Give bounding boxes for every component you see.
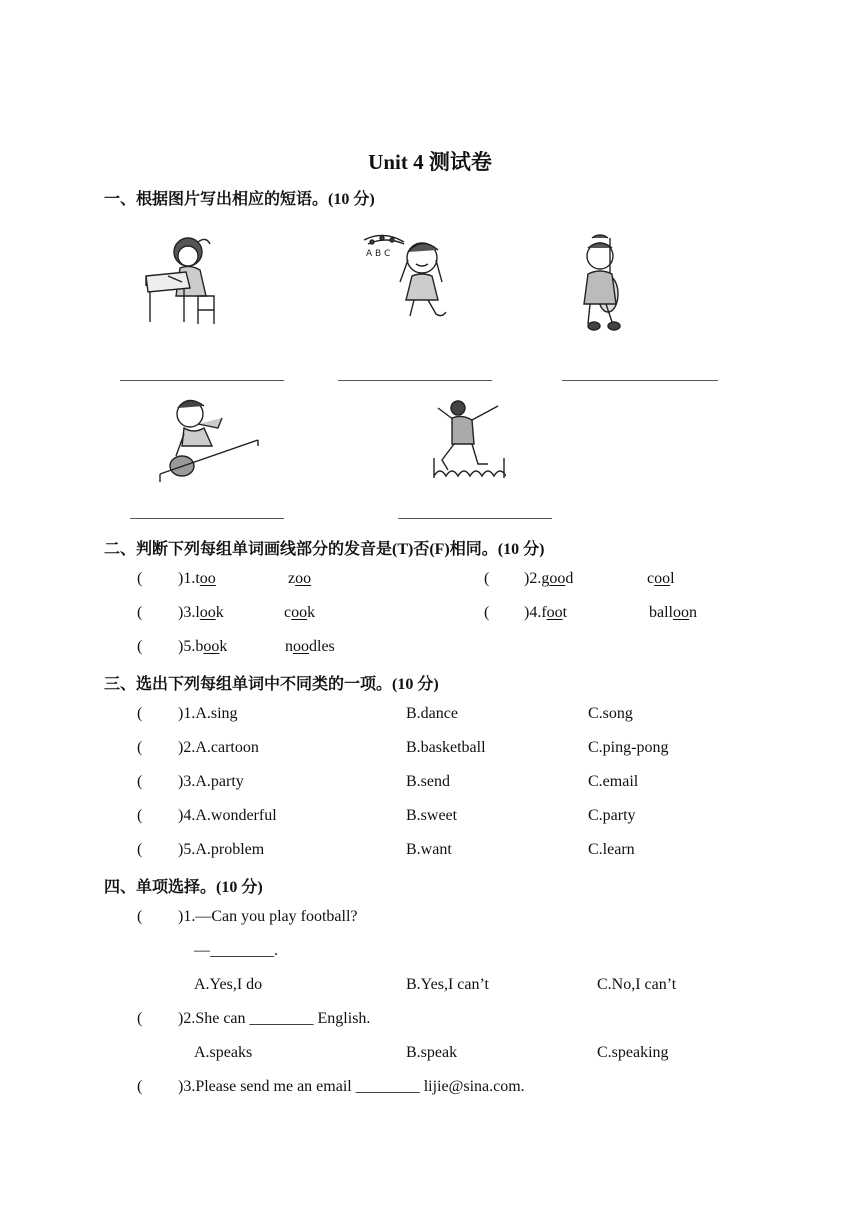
odd-one-out-option-c: C.party — [588, 807, 636, 824]
pronunciation-item-2: )2.good — [524, 570, 574, 587]
answer-paren[interactable]: ( — [137, 739, 143, 756]
choice-option-c: C.speaking — [597, 1044, 669, 1061]
answer-blank-2[interactable] — [338, 380, 492, 381]
girl-drawing-icon — [140, 232, 230, 332]
pronunciation-compare-4: balloon — [649, 604, 697, 621]
answer-paren[interactable]: ( — [137, 1010, 143, 1027]
pronunciation-item-1: )1.too — [178, 570, 216, 587]
odd-one-out-option-a: )3.A.party — [178, 773, 244, 790]
section-4-heading: 四、单项选择。(10 分) — [104, 879, 263, 896]
choice-option-a: A.speaks — [194, 1044, 253, 1061]
answer-paren[interactable]: ( — [137, 604, 143, 621]
odd-one-out-option-b: B.want — [406, 841, 452, 858]
odd-one-out-option-b: B.basketball — [406, 739, 486, 756]
odd-one-out-option-a: )4.A.wonderful — [178, 807, 277, 824]
odd-one-out-option-b: B.sweet — [406, 807, 458, 824]
answer-paren[interactable]: ( — [137, 773, 143, 790]
pronunciation-compare-1: zoo — [288, 570, 312, 587]
answer-paren[interactable]: ( — [137, 841, 143, 858]
odd-one-out-option-b: B.send — [406, 773, 450, 790]
question-1-answer-line: —________. — [194, 942, 278, 959]
girl-singing-icon — [360, 230, 460, 322]
question-1: )1.—Can you play football? — [178, 908, 358, 925]
answer-paren[interactable]: ( — [137, 807, 143, 824]
odd-one-out-option-a: )2.A.cartoon — [178, 739, 259, 756]
section-2-heading: 二、判断下列每组单词画线部分的发音是(T)否(F)相同。(10 分) — [104, 541, 545, 558]
answer-paren[interactable]: ( — [137, 570, 143, 587]
odd-one-out-option-a: )1.A.sing — [178, 705, 238, 722]
choice-option-a: A.Yes,I do — [194, 976, 263, 993]
answer-blank-4[interactable] — [130, 518, 284, 519]
odd-one-out-option-b: B.dance — [406, 705, 458, 722]
question-2: )2.She can ________ English. — [178, 1010, 371, 1027]
odd-one-out-option-a: )5.A.problem — [178, 841, 265, 858]
answer-paren[interactable]: ( — [137, 638, 143, 655]
odd-one-out-option-c: C.learn — [588, 841, 635, 858]
pronunciation-compare-3: cook — [284, 604, 316, 621]
section-1-heading: 一、根据图片写出相应的短语。(10 分) — [104, 191, 375, 208]
answer-paren[interactable]: ( — [137, 1078, 143, 1095]
svg-text:A B C: A B C — [366, 249, 391, 259]
question-3: )3.Please send me an email ________ lijie@sina.com. — [178, 1078, 525, 1095]
pronunciation-compare-5: noodles — [285, 638, 335, 655]
odd-one-out-option-c: C.song — [588, 705, 633, 722]
choice-option-b: B.speak — [406, 1044, 458, 1061]
answer-blank-3[interactable] — [562, 380, 718, 381]
answer-paren[interactable]: ( — [484, 604, 490, 621]
pronunciation-compare-2: cool — [647, 570, 675, 587]
section-3-heading: 三、选出下列每组单词中不同类的一项。(10 分) — [104, 676, 439, 693]
answer-blank-5[interactable] — [398, 518, 552, 519]
pronunciation-item-5: )5.book — [178, 638, 228, 655]
choice-option-c: C.No,I can’t — [597, 976, 677, 993]
odd-one-out-option-c: C.email — [588, 773, 639, 790]
page-title: Unit 4 测试卷 — [368, 150, 492, 174]
answer-paren[interactable]: ( — [137, 705, 143, 722]
pronunciation-item-3: )3.look — [178, 604, 224, 621]
choice-option-b: B.Yes,I can’t — [406, 976, 489, 993]
pronunciation-item-4: )4.foot — [524, 604, 568, 621]
man-doing-kung-fu-icon — [432, 398, 506, 480]
answer-paren[interactable]: ( — [137, 908, 143, 925]
odd-one-out-option-c: C.ping-pong — [588, 739, 669, 756]
boy-playing-ping-pong-icon — [156, 394, 260, 484]
answer-paren[interactable]: ( — [484, 570, 490, 587]
answer-blank-1[interactable] — [120, 380, 284, 381]
girl-playing-pipa-icon — [572, 234, 632, 334]
